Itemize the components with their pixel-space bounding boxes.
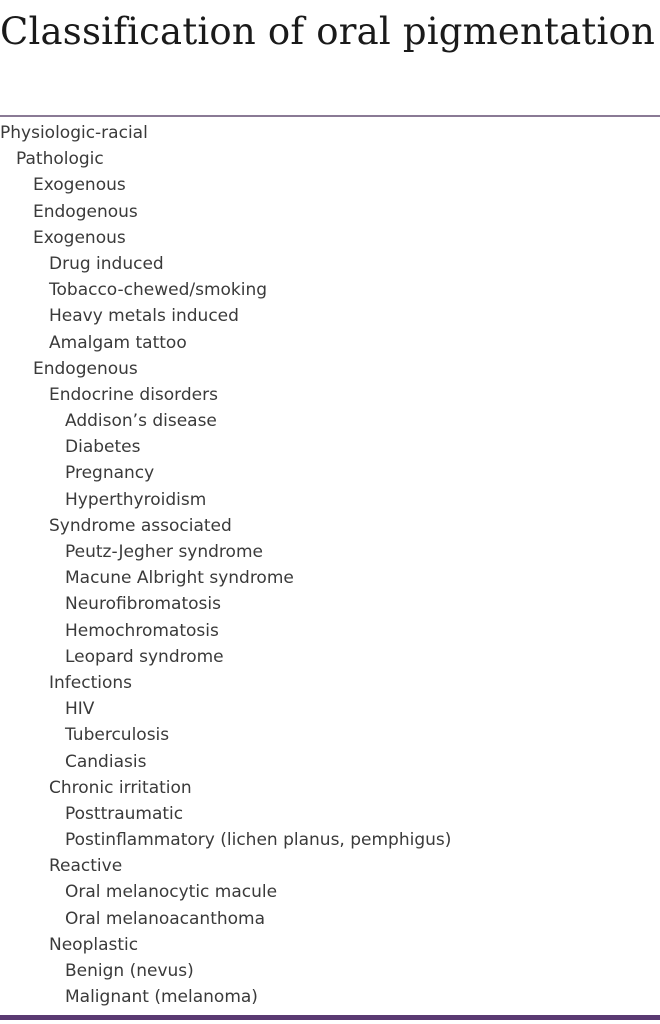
list-item: Pregnancy (65, 463, 155, 484)
list-item: Amalgam tattoo (49, 332, 187, 353)
classification-list (0, 120, 451, 1010)
list-item: Neoplastic (49, 934, 139, 955)
list-item: Oral melanocytic macule (65, 882, 278, 903)
list-item: Tobacco-chewed/smoking (49, 280, 268, 301)
list-item: Syndrome associated (49, 515, 232, 536)
list-item: Neurofibromatosis (65, 594, 221, 615)
list-item: Macune Albright syndrome (65, 568, 294, 589)
list-item: Diabetes (65, 437, 141, 458)
list-item: Posttraumatic (65, 803, 184, 824)
list-item: Tuberculosis (65, 725, 170, 746)
list-item: Endogenous (33, 358, 138, 379)
table-top-rule (0, 115, 660, 117)
list-item: Hyperthyroidism (65, 489, 207, 510)
list-item: Postinflammatory (lichen planus, pemphigus) (65, 830, 452, 851)
list-item: Exogenous (33, 227, 126, 248)
page-title: Classification of oral pigmentation (0, 10, 655, 53)
list-item: Hemochromatosis (65, 620, 219, 641)
list-item: Peutz-Jegher syndrome (65, 542, 263, 562)
list-item: Addison’s disease (65, 411, 217, 432)
list-item: Endogenous (33, 201, 138, 222)
list-item: Drug induced (49, 253, 164, 274)
list-item: Heavy metals induced (49, 306, 239, 327)
list-item: Reactive (49, 856, 123, 877)
table-bottom-rule (0, 1015, 660, 1020)
list-item: Physiologic-racial (0, 123, 148, 143)
list-item: Candiasis (65, 751, 147, 772)
list-item: Leopard syndrome (65, 646, 224, 667)
list-item: Oral melanoacanthoma (65, 908, 266, 929)
list-item: Malignant (melanoma) (65, 987, 258, 1008)
list-item: HIV (65, 699, 95, 720)
list-item: Exogenous (33, 175, 126, 196)
list-item: Endocrine disorders (49, 384, 218, 405)
list-item: Infections (49, 672, 132, 693)
list-item: Chronic irritation (49, 777, 192, 798)
list-item: Pathologic (16, 149, 104, 170)
list-item: Benign (nevus) (65, 961, 194, 981)
